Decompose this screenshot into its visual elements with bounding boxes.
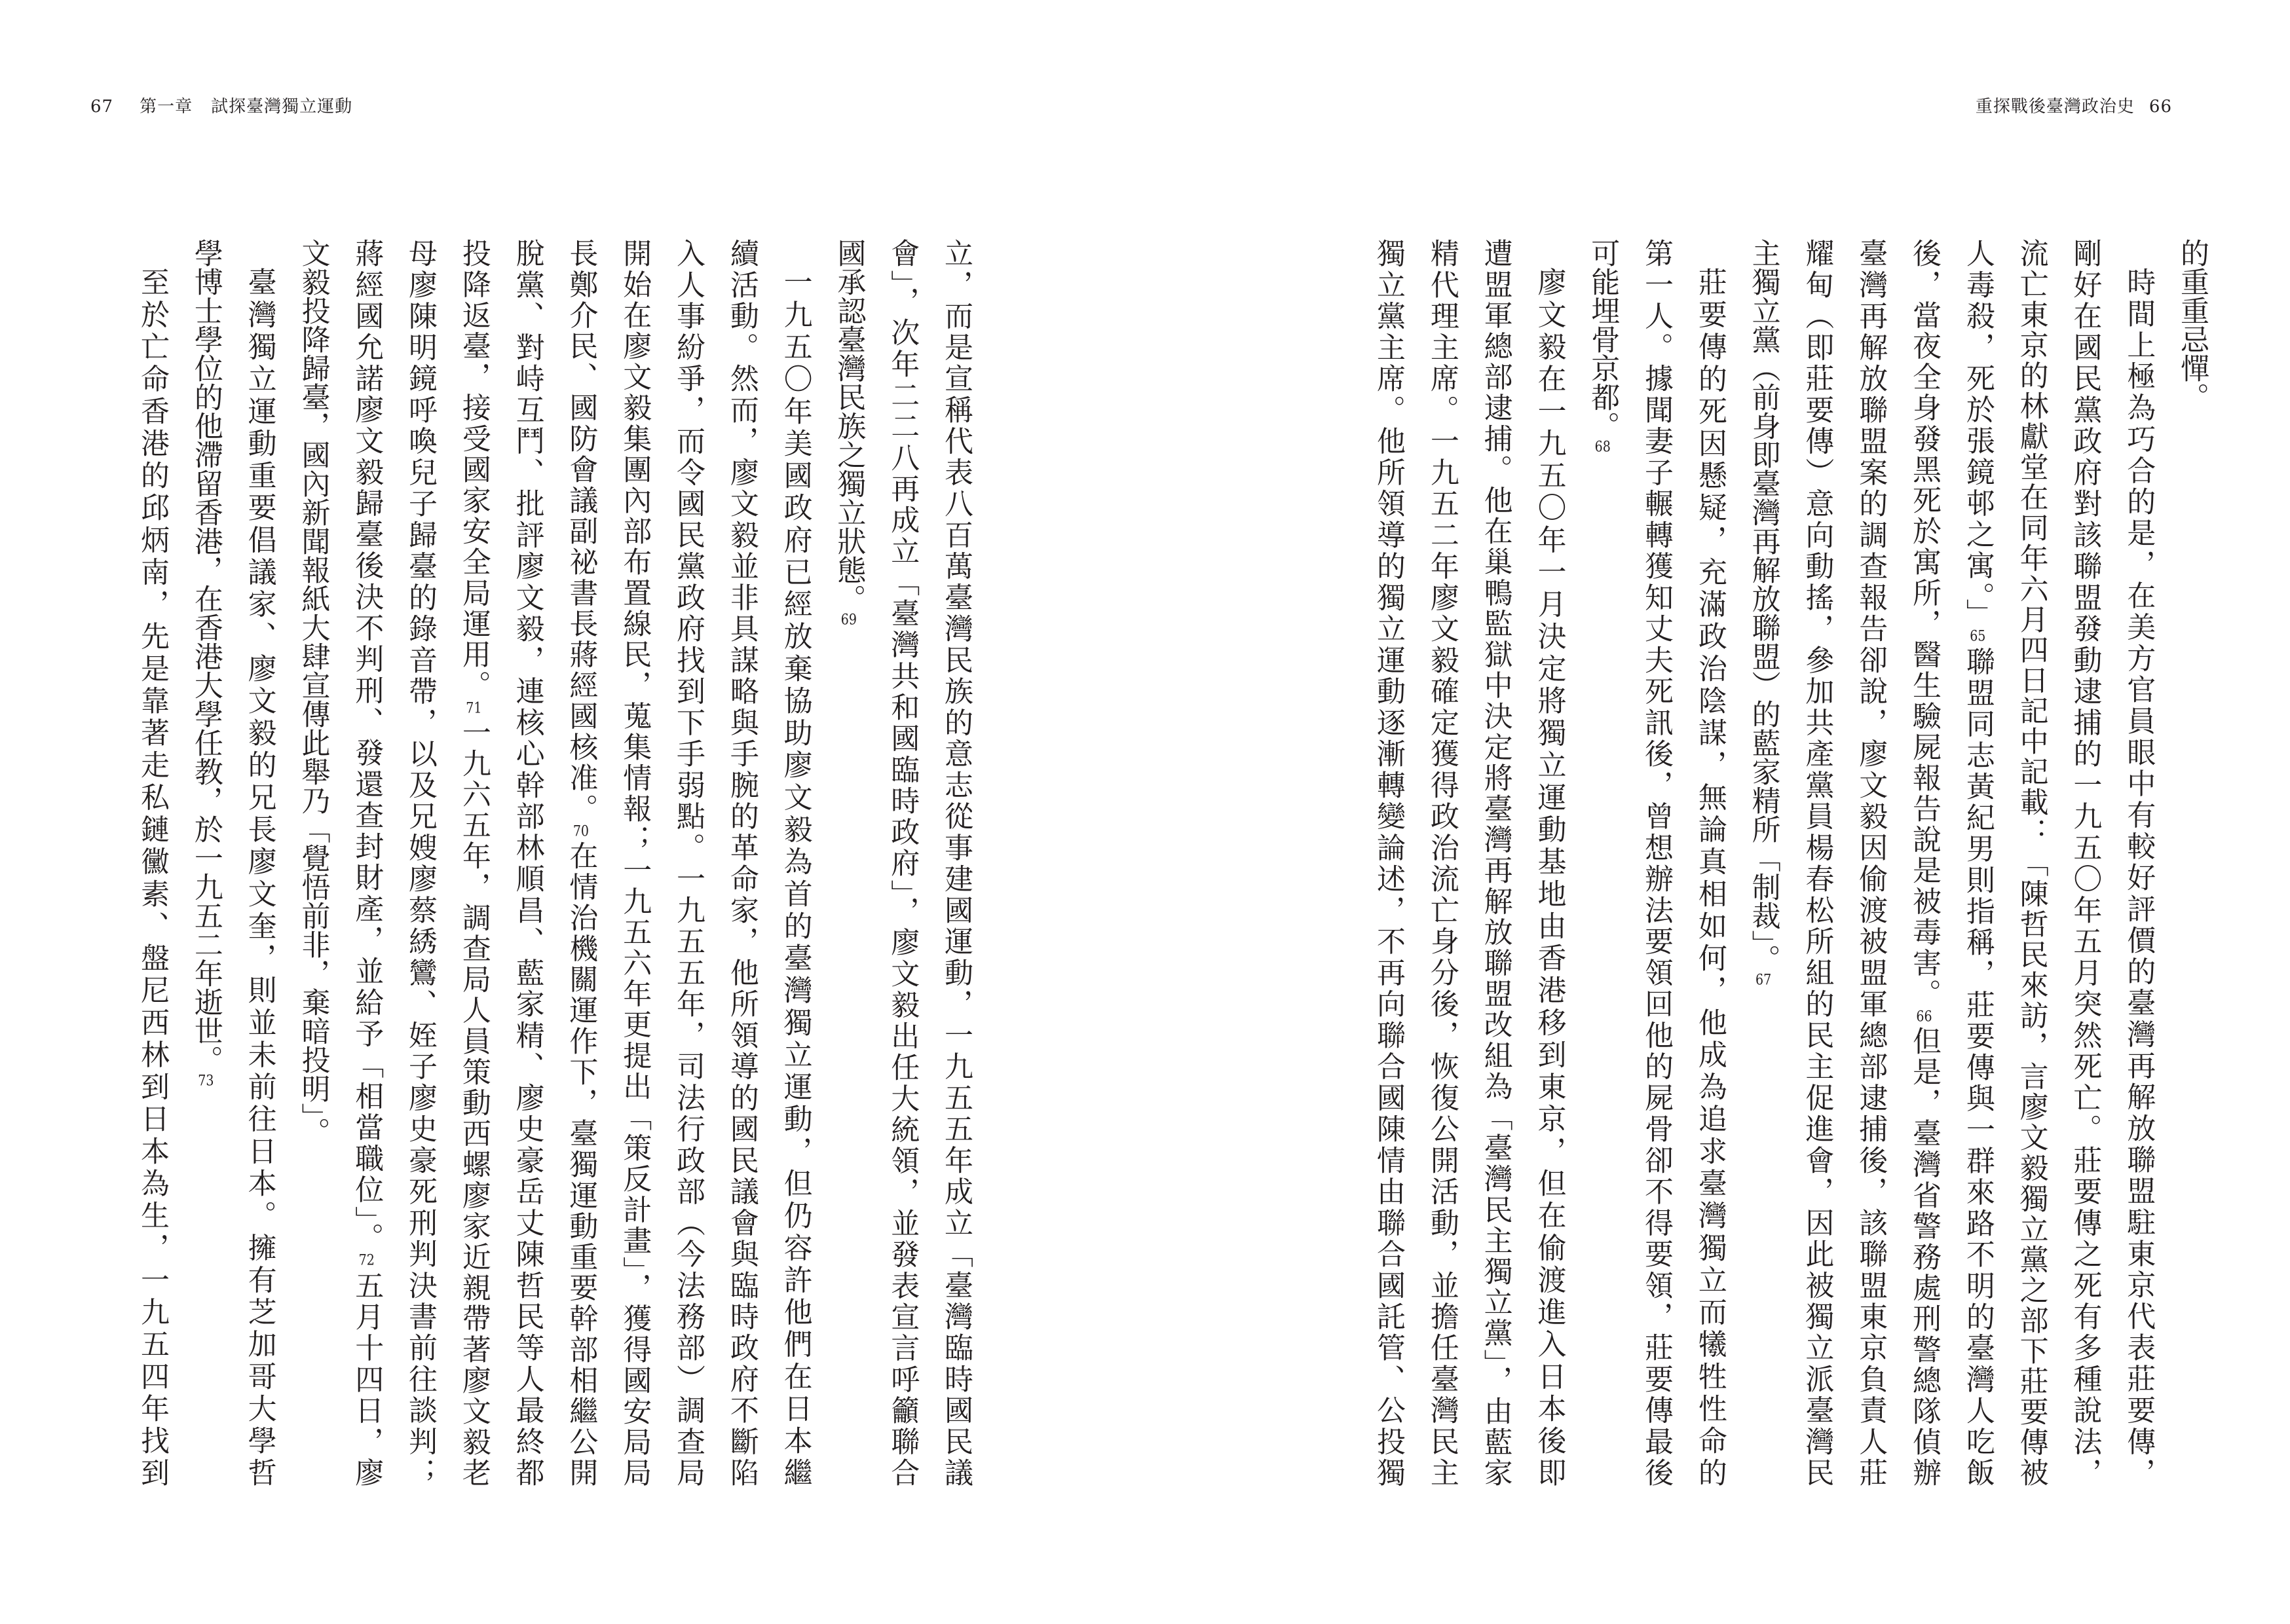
- text-column: [1469, 238, 1522, 1486]
- column-text: 入人事紛爭，而令國民黨政府找到下手弱點。一九五五年，司法行政部（今法務部）調查局: [671, 238, 705, 1486]
- column-text: 主獨立黨（前身即臺灣再解放聯盟）的藍家精所「制裁」。: [1746, 238, 1780, 973]
- running-header-right: [1976, 96, 2172, 118]
- chapter-label: 第一章: [140, 97, 193, 117]
- text-column: [822, 238, 876, 1486]
- footnote-marker: 72: [358, 1253, 375, 1268]
- column-text: 精代理主席。一九五二年廖文毅確定獲得政治流亡身分後，恢復公開活動，並擔任臺灣民主: [1425, 238, 1459, 1486]
- text-column: [447, 238, 500, 1486]
- column-text: 學博士學位的他滯留香港，在香港大學任教，於一九五二年逝世。: [189, 238, 223, 1074]
- text-column: [1897, 238, 1951, 1486]
- footnote-marker: 67: [1755, 973, 1772, 987]
- footnote-marker: 65: [1970, 629, 1986, 644]
- column-text: 聯盟同志黃紀男則指稱，莊要傳與一群來路不明的臺灣人吃飯: [1961, 646, 1995, 1486]
- footnote-marker: 73: [198, 1074, 214, 1088]
- text-column: [1683, 238, 1736, 1486]
- footnote-marker: 68: [1594, 440, 1611, 454]
- column-text: 時間上極為巧合的是，在美方官員眼中有較好評價的臺灣再解放聯盟駐東京代表莊要傳，: [2122, 267, 2156, 1486]
- text-column: [1790, 238, 1844, 1486]
- text-column: [339, 238, 393, 1486]
- footnote-marker: 66: [1916, 1009, 1932, 1024]
- column-text: 臺灣再解放聯盟案的調查報告卻說，廖文毅因偷渡被盟軍總部逮捕後，該聯盟東京負責人莊: [1854, 238, 1888, 1486]
- text-column: [1575, 238, 1629, 1486]
- column-text: 莊要傳的死因懸疑，充滿政治陰謀，無論真相如何，他成為追求臺灣獨立而犧牲性命的: [1693, 267, 1727, 1486]
- page-66-body: [1361, 238, 2219, 1486]
- column-text: 在情治機關運作下，臺獨運動重要幹部相繼公開: [564, 841, 598, 1486]
- column-text: 但是，臺灣省警務處刑警總隊偵辦: [1907, 1025, 1942, 1486]
- column-text: 母廖陳明鏡呼喚兒子歸臺的錄音帶，以及兄嫂廖蔡綉鸞、姪子廖史豪死刑判決書前往談判；: [404, 238, 438, 1486]
- column-text: 耀甸（即莊要傳）意向動搖，參加共產黨員楊春松所組的民主促進會，因此被獨立派臺灣民: [1800, 238, 1834, 1486]
- column-text: 蔣經國允諾廖文毅歸臺後決不判刑、發還查封財產，並給予「相當職位」。: [350, 238, 384, 1254]
- footnote-marker: 69: [840, 613, 857, 627]
- chapter-title: 試探臺灣獨立運動: [211, 97, 353, 117]
- book-title: 重探戰後臺灣政治史: [1975, 97, 2135, 117]
- text-column: [2165, 238, 2219, 1486]
- text-column: [661, 238, 715, 1486]
- column-text: 剛好在國民黨政府對該聯盟發動逮捕的一九五〇年五月突然死亡。莊要傳之死有多種說法，: [2068, 238, 2102, 1486]
- column-text: 流亡東京的林獻堂在同年六月四日記中記載：「陳哲民來訪，言廖文毅獨立黨之部下莊要傳被: [2014, 238, 2048, 1486]
- column-text: 脫黨、對峙互鬥、批評廖文毅，連核心幹部林順昌、藍家精、廖史豪岳丈陳哲民等人最終都: [510, 238, 544, 1486]
- column-text: 人毒殺，死於張鏡邨之寓。」: [1961, 238, 1995, 630]
- text-column: [1361, 238, 1415, 1486]
- column-text: 五月十四日，廖: [350, 1270, 384, 1486]
- column-text: 至於亡命香港的邱炳南，先是靠著走私鏈黴素、盤尼西林到日本為生，一九五四年找到: [136, 267, 170, 1486]
- column-text: 的重重忌憚。: [2175, 238, 2209, 411]
- text-column: [768, 238, 822, 1486]
- column-text: 後，當夜全身發黑死於寓所，醫生驗屍報告說是被毒害。: [1907, 238, 1942, 1010]
- text-column: [1522, 238, 1576, 1486]
- text-column: [2111, 238, 2165, 1486]
- column-text: 獨立黨主席。他所領導的獨立運動逐漸轉變論述，不再向聯合國陳情由聯合國託管、公投獨: [1372, 238, 1406, 1486]
- text-column: [233, 238, 286, 1486]
- column-text: 可能埋骨京都。: [1586, 238, 1620, 440]
- column-text: 一九六五年，調查局人員策動西螺廖家近親帶著廖文毅老: [457, 717, 491, 1486]
- text-column: [393, 238, 447, 1486]
- text-column: [286, 238, 340, 1486]
- footnote-marker: 71: [466, 701, 482, 716]
- text-column: [1951, 238, 2004, 1486]
- text-column: [500, 238, 554, 1486]
- column-text: 一九五〇年美國政府已經放棄協助廖文毅為首的臺灣獨立運動，但仍容許他們在日本繼: [778, 267, 812, 1486]
- column-text: 國承認臺灣民族之獨立狀態。: [832, 238, 866, 613]
- text-column: [1736, 238, 1790, 1486]
- text-column: [929, 238, 983, 1486]
- page-67-body: [125, 238, 983, 1486]
- text-column: [2004, 238, 2058, 1486]
- column-text: 會」，次年二二八再成立「臺灣共和國臨時政府」，廖文毅出任大統領，並發表宣言呼籲聯合: [886, 238, 920, 1486]
- text-column: [2058, 238, 2112, 1486]
- text-column: [554, 238, 608, 1486]
- column-text: 續活動。然而，廖文毅並非具謀略與手腕的革命家，他所領導的國民議會與臨時政府不斷陷: [724, 238, 759, 1486]
- column-text: 長鄭介民、國防會議副祕書長蔣經國核准。: [564, 238, 598, 824]
- column-text: 臺灣獨立運動重要倡議家、廖文毅的兄長廖文奎，則並未前往日本。擁有芝加哥大學哲: [242, 267, 276, 1486]
- text-column: [1843, 238, 1897, 1486]
- text-column: [1415, 238, 1469, 1486]
- column-text: 立，而是宣稱代表八百萬臺灣民族的意志從事建國運動，一九五五年成立「臺灣臨時國民議: [939, 238, 973, 1486]
- column-text: 廖文毅在一九五〇年一月決定將獨立運動基地由香港移到東京，但在偷渡進入日本後即: [1532, 267, 1566, 1486]
- page-number-right: 66: [2149, 97, 2172, 117]
- column-text: 開始在廖文毅集團內部布置線民，蒐集情報；一九五六年更提出「策反計畫」，獲得國安局局: [618, 238, 652, 1486]
- text-column: [875, 238, 929, 1486]
- column-text: 投降返臺，接受國家安全局運用。: [457, 238, 491, 701]
- column-text: 文毅投降歸臺，國內新聞報紙大肆宣傳此舉乃「覺悟前非，棄暗投明」。: [296, 238, 330, 1146]
- text-column: [1629, 238, 1683, 1486]
- text-column: [179, 238, 233, 1486]
- text-column: [715, 238, 768, 1486]
- running-header-left: [90, 96, 352, 118]
- text-column: [607, 238, 661, 1486]
- footnote-marker: 70: [572, 824, 590, 839]
- text-column: [125, 238, 179, 1486]
- page-number-left: 67: [90, 97, 114, 117]
- column-text: 第一人。據聞妻子輾轉獲知丈夫死訊後，曾想辦法要領回他的屍骨卻不得要領，莊要傳最後: [1640, 238, 1674, 1486]
- column-text: 遭盟軍總部逮捕。他在巢鴨監獄中決定將臺灣再解放聯盟改組為「臺灣民主獨立黨」，由藍家: [1478, 238, 1512, 1486]
